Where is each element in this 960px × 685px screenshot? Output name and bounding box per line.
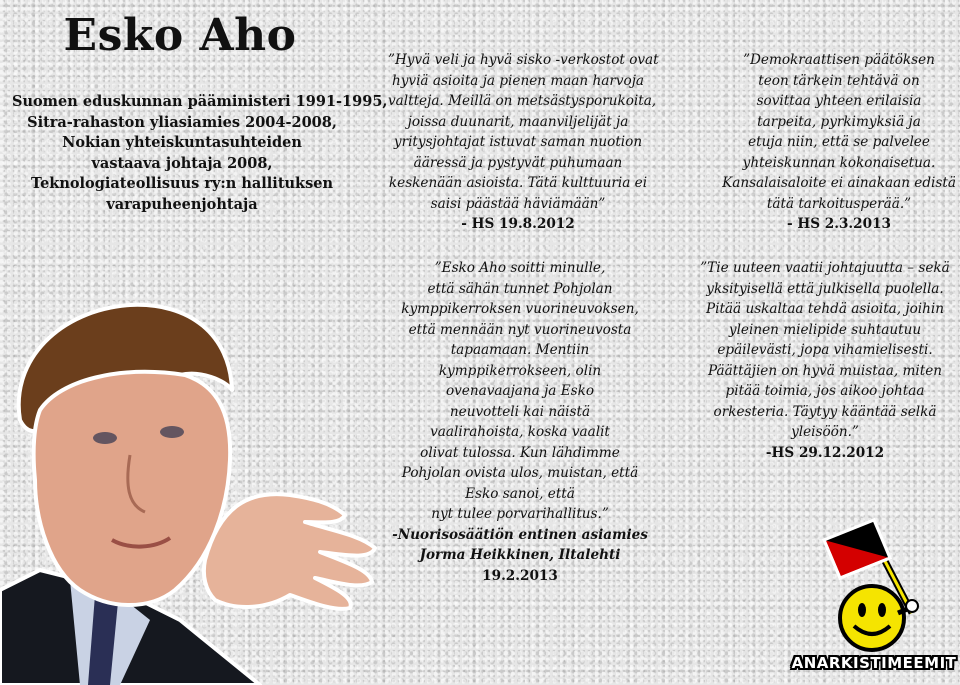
quote-line: valtteja. Meillä on metsästysporukoita, bbox=[388, 93, 657, 109]
quote-line: teon tärkein tehtävä on bbox=[758, 72, 920, 89]
quote-source: - HS 2.3.2013 bbox=[787, 216, 891, 232]
quote-line: yksityisellä että julkisella puolella. bbox=[706, 280, 944, 297]
bio-line: vastaava johtaja 2008, bbox=[91, 154, 273, 172]
quote-line: tapaamaan. Mentiin bbox=[450, 342, 590, 358]
anarchist-flag-icon bbox=[824, 520, 890, 578]
quote-source: Jorma Heikkinen, Iltalehti bbox=[419, 547, 621, 563]
quote-source: -Nuorisosäätiön entinen asiamies bbox=[392, 526, 648, 543]
bio-line: Nokian yhteiskuntasuhteiden bbox=[62, 134, 302, 151]
quote-line: pitää toimia, jos aikoo johtaa bbox=[725, 383, 925, 399]
quote-line: Pitää uskaltaa tehdä asioita, joihin bbox=[705, 301, 945, 317]
quote-source: -HS 29.12.2012 bbox=[765, 444, 885, 461]
quote-line: Pohjolan ovista ulos, muistan, että bbox=[401, 465, 639, 481]
quote-line: ääressä ja pystyvät puhumaan bbox=[413, 154, 623, 171]
quote-line: että mennään nyt vuorineuvosta bbox=[408, 321, 632, 338]
quote-hs-2013-03 bbox=[720, 50, 958, 235]
quote-line: Kansalaisaloite ei ainakaan edistä bbox=[722, 175, 956, 191]
logo-wordmark: ANARKISTIMEEMIT bbox=[791, 654, 957, 672]
quote-line: etuja niin, että se palvelee bbox=[748, 134, 930, 150]
quote-line: ”Tie uuteen vaatii johtajuutta – sekä bbox=[700, 260, 950, 276]
quote-line: Päättäjien on hyvä muistaa, miten bbox=[707, 362, 943, 379]
anarchist-mascot-icon bbox=[812, 518, 942, 658]
quote-line: ”Demokraattisen päätöksen bbox=[743, 52, 935, 68]
quote-line: tätä tarkoitusperää.” bbox=[766, 195, 912, 212]
quote-line: että sähän tunnet Pohjolan bbox=[427, 280, 613, 297]
quote-line: vaalirahoista, koska vaalit bbox=[430, 424, 610, 440]
quote-line: keskenään asioista. Tätä kulttuuria ei bbox=[388, 175, 648, 191]
quote-line: ovenavaajana ja Esko bbox=[445, 383, 595, 399]
quote-line: yhteiskunnan kokonaisetua. bbox=[742, 154, 936, 171]
quote-line: nyt tulee porvarihallitus.” bbox=[431, 506, 609, 522]
quote-line: ”Hyvä veli ja hyvä sisko -verkostot ovat bbox=[388, 52, 659, 68]
bio-line: Suomen eduskunnan pääministeri 1991-1995, bbox=[12, 93, 388, 110]
quote-line: yritysjohtajat istuvat saman nuotion bbox=[393, 134, 643, 150]
bio-line: varapuheenjohtaja bbox=[106, 195, 258, 213]
quote-hs-2012-08 bbox=[388, 50, 659, 235]
quote-line: hyviä asioita ja pienen maan harvoja bbox=[391, 72, 645, 89]
quote-line: epäilevästi, jopa vihamielisesti. bbox=[717, 342, 933, 358]
bio-text bbox=[12, 92, 388, 215]
quote-line: sovittaa yhteen erilaisia bbox=[756, 93, 922, 109]
page-title: Esko Aho bbox=[63, 10, 297, 61]
quote-line: kymppikerroksen vuorineuvoksen, bbox=[401, 301, 639, 317]
quote-line: yleisöön.” bbox=[791, 424, 859, 440]
quote-line: joissa duunarit, maanviljelijät ja bbox=[407, 113, 629, 130]
quote-line: neuvotteli kai näistä bbox=[449, 403, 591, 420]
bio-line: Teknologiateollisuus ry:n hallituksen bbox=[30, 175, 334, 192]
quote-line: saisi päästää häviämään” bbox=[430, 195, 606, 212]
quote-line: orkesteria. Täytyy kääntää selkä bbox=[713, 403, 937, 420]
quote-source: - HS 19.8.2012 bbox=[461, 216, 575, 232]
quote-line: tarpeita, pyrkimyksiä ja bbox=[757, 113, 921, 130]
quote-hs-2012-12 bbox=[695, 258, 955, 463]
quote-line: Esko sanoi, että bbox=[465, 485, 575, 502]
quote-line: olivat tulossa. Kun lähdimme bbox=[420, 444, 620, 461]
quote-iltalehti-2013 bbox=[385, 258, 655, 586]
quote-source: 19.2.2013 bbox=[482, 567, 558, 584]
quote-line: ”Esko Aho soitti minulle, bbox=[434, 260, 606, 276]
quote-line: yleinen mielipide suhtautuu bbox=[728, 321, 922, 338]
bio-line: Sitra-rahaston yliasiamies 2004-2008, bbox=[27, 113, 337, 131]
quote-line: kymppikerrokseen, olin bbox=[438, 362, 602, 379]
portrait-photo bbox=[0, 290, 385, 685]
